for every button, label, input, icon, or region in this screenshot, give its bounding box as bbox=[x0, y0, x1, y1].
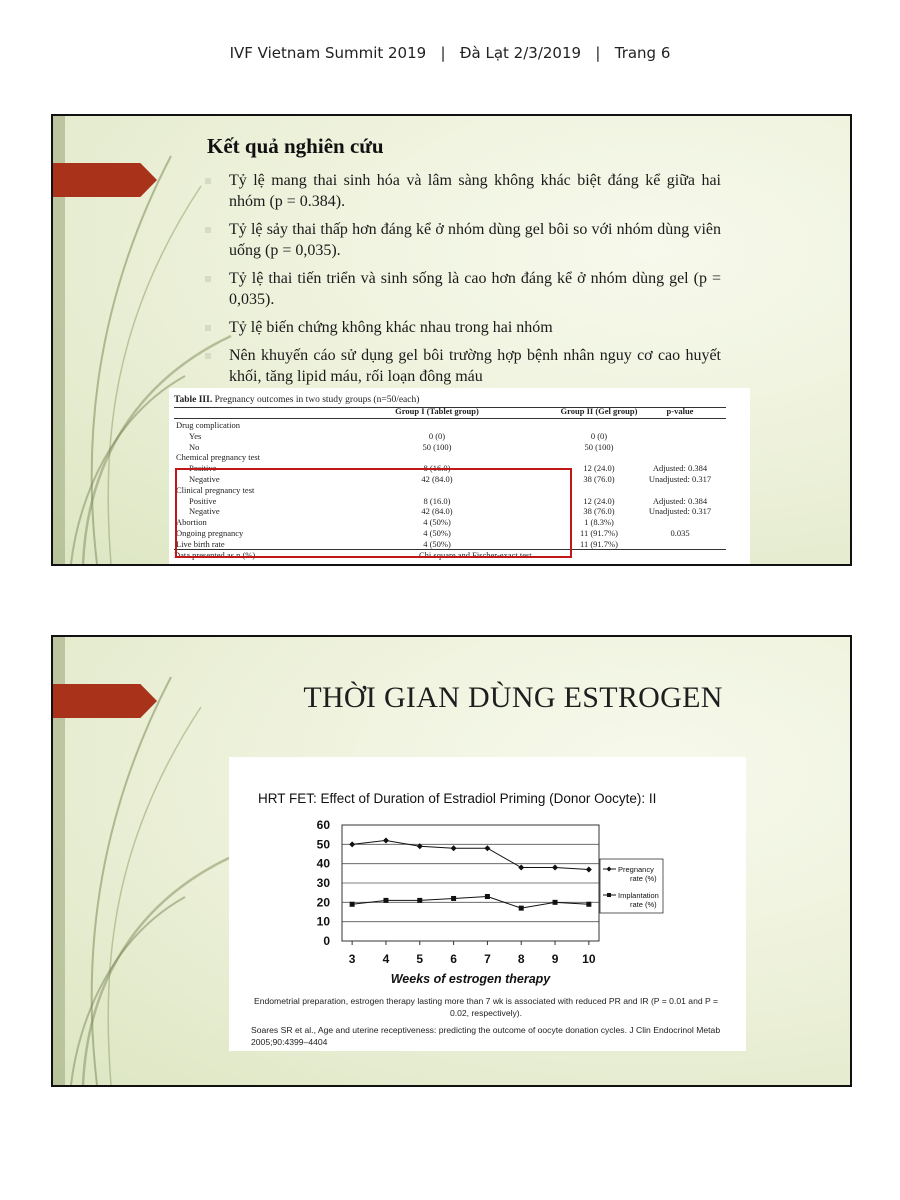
x-tick-label: 10 bbox=[582, 952, 596, 966]
table-caption bbox=[174, 395, 419, 405]
chart-panel bbox=[229, 757, 746, 1051]
cell-group1: 4 (50%) bbox=[423, 517, 451, 528]
header-separator: | bbox=[440, 44, 446, 62]
data-point bbox=[553, 900, 558, 905]
header-page-number: Trang 6 bbox=[614, 44, 671, 62]
results-bullet-list bbox=[229, 170, 721, 394]
cell-group1: 8 (16.0) bbox=[423, 463, 451, 474]
row-label: Ongoing pregnancy bbox=[176, 528, 244, 538]
cell-group2: 38 (76.0) bbox=[583, 506, 615, 517]
data-point bbox=[552, 865, 558, 871]
accent-arrow-tab bbox=[53, 163, 157, 197]
legend-label: Pregnancy bbox=[618, 865, 654, 874]
y-tick-label: 60 bbox=[316, 818, 330, 832]
header-place-date: Đà Lạt 2/3/2019 bbox=[459, 44, 582, 62]
table-header-group2: Group II (Gel group) bbox=[560, 406, 638, 416]
x-tick-label: 9 bbox=[551, 952, 559, 966]
x-tick-label: 3 bbox=[348, 952, 356, 966]
x-tick-label: 4 bbox=[382, 952, 390, 966]
slide-results bbox=[51, 114, 852, 566]
data-point bbox=[451, 845, 457, 851]
row-label: No bbox=[189, 441, 200, 452]
x-tick-label: 6 bbox=[450, 952, 457, 966]
table-row bbox=[169, 452, 750, 463]
legend-label: Implantation bbox=[618, 891, 659, 900]
table-row bbox=[169, 442, 750, 453]
x-tick-label: 8 bbox=[517, 952, 525, 966]
data-point bbox=[485, 894, 490, 899]
data-point bbox=[417, 898, 422, 903]
cell-group2: 12 (24.0) bbox=[583, 495, 615, 506]
row-label: Drug complication bbox=[176, 420, 240, 430]
cell-group2: 11 (91.7%) bbox=[580, 538, 618, 549]
bullet-item: Tỷ lệ thai tiến triển và sinh sống là cao hơn đáng kể ở nhóm dùng gel (p = 0,035). bbox=[229, 270, 721, 308]
data-point bbox=[349, 841, 355, 847]
series-line bbox=[352, 840, 589, 869]
table-caption-text: Pregnancy outcomes in two study groups (n=50/each) bbox=[212, 395, 420, 405]
row-label: Abortion bbox=[176, 517, 207, 528]
data-point bbox=[586, 902, 591, 907]
cell-pvalue: 0.035 bbox=[670, 528, 690, 538]
y-tick-label: 20 bbox=[316, 895, 330, 910]
y-tick-label: 50 bbox=[316, 837, 330, 852]
table-row bbox=[169, 420, 750, 431]
legend-label: rate (%) bbox=[630, 874, 657, 883]
cell-group1: 50 (100) bbox=[422, 441, 452, 452]
header-event: IVF Vietnam Summit 2019 bbox=[229, 44, 427, 62]
data-point bbox=[519, 906, 524, 911]
data-point bbox=[586, 866, 592, 872]
header-separator: | bbox=[595, 44, 601, 62]
data-point bbox=[383, 898, 388, 903]
bullet-item: Tỷ lệ sảy thai thấp hơn đáng kể ở nhóm dùng gel bôi so với nhóm dùng viên uống (p = 0,035). bbox=[229, 221, 721, 259]
slide-title: Kết quả nghiên cứu bbox=[207, 134, 384, 158]
row-label: Negative bbox=[189, 506, 220, 517]
table-caption-label: Table III. bbox=[174, 395, 213, 405]
data-point bbox=[451, 896, 456, 901]
table-row bbox=[169, 431, 750, 442]
row-label: Clinical pregnancy test bbox=[176, 484, 255, 495]
row-label: Negative bbox=[189, 474, 220, 484]
legend-label: rate (%) bbox=[630, 900, 657, 909]
cell-group2: 38 (76.0) bbox=[583, 474, 615, 484]
chart-note: Endometrial preparation, estrogen therapy lasting more than 7 wk is associated with reduced PR and IR (P = 0.01 and P = 0.02, respectively). bbox=[253, 996, 718, 1018]
row-label: Live birth rate bbox=[176, 538, 225, 549]
cell-group2: 0 (0) bbox=[590, 430, 608, 441]
y-tick-label: 30 bbox=[316, 876, 330, 890]
bullet-item: Tỷ lệ biến chứng không khác nhau trong hai nhóm bbox=[229, 317, 721, 338]
cell-group1: 8 (16.0) bbox=[423, 495, 451, 506]
accent-arrow-tab bbox=[53, 684, 157, 718]
cell-group2: 12 (24.0) bbox=[583, 463, 615, 474]
cell-group1: 4 (50%) bbox=[423, 528, 451, 538]
y-tick-label: 40 bbox=[316, 856, 330, 871]
y-tick-label: 0 bbox=[323, 934, 330, 948]
cell-group2: 11 (91.7%) bbox=[580, 528, 618, 538]
cell-pvalue: Adjusted: 0.384 bbox=[652, 495, 708, 506]
cell-pvalue: Unadjusted: 0.317 bbox=[648, 474, 712, 484]
slide-title: THỜI GIAN DÙNG ESTROGEN bbox=[303, 681, 723, 714]
table-footer-note: Data presented as n (%). bbox=[174, 550, 258, 560]
slide-estrogen-duration bbox=[51, 635, 852, 1087]
bullet-item: Nên khuyến cáo sử dụng gel bôi trường hợp bệnh nhân nguy cơ cao huyết khối, tăng lipid máu, rối loạn đông máu bbox=[229, 347, 721, 385]
chart-title: HRT FET: Effect of Duration of Estradiol Priming (Donor Oocyte): II bbox=[258, 791, 657, 806]
chart-reference: Soares SR et al., Age and uterine receptiveness: predicting the outcome of oocyte donation cycles. J Clin Endocrinol Metab 2005;90:4399–4404 bbox=[251, 1025, 721, 1047]
legend-marker bbox=[607, 893, 611, 897]
row-label: Yes bbox=[189, 430, 202, 441]
cell-group1: 4 (50%) bbox=[423, 538, 451, 549]
table-header-pvalue: p-value bbox=[666, 406, 694, 416]
row-label: Chemical pregnancy test bbox=[176, 452, 261, 463]
row-label: Positive bbox=[189, 463, 217, 474]
data-point bbox=[350, 902, 355, 907]
pregnancy-outcomes-table bbox=[169, 388, 750, 564]
table-header-group1: Group I (Tablet group) bbox=[395, 406, 479, 416]
data-point bbox=[484, 845, 490, 851]
cell-group2: 50 (100) bbox=[584, 441, 614, 452]
cell-group1: 42 (84.0) bbox=[421, 506, 453, 517]
bullet-item: Tỷ lệ mang thai sinh hóa và lâm sàng không khác biệt đáng kể giữa hai nhóm (p = 0.384). bbox=[229, 172, 721, 210]
data-point bbox=[518, 865, 524, 871]
page-header bbox=[0, 44, 900, 62]
cell-group1: 42 (84.0) bbox=[421, 474, 453, 484]
table-footer-test: Chi square and Fischer-exact test bbox=[419, 550, 532, 560]
cell-pvalue: Unadjusted: 0.317 bbox=[648, 506, 712, 517]
cell-group2: 1 (8.3%) bbox=[584, 517, 614, 528]
x-axis-label: Weeks of estrogen therapy bbox=[390, 972, 551, 986]
cell-group1: 0 (0) bbox=[428, 430, 446, 441]
cell-pvalue: Adjusted: 0.384 bbox=[652, 463, 708, 474]
table-rule-header bbox=[174, 418, 726, 419]
x-tick-label: 7 bbox=[484, 952, 491, 966]
row-label: Positive bbox=[189, 495, 217, 506]
highlight-box bbox=[175, 468, 572, 558]
data-point bbox=[383, 837, 389, 843]
x-tick-label: 5 bbox=[416, 952, 424, 966]
y-tick-label: 10 bbox=[316, 914, 330, 929]
